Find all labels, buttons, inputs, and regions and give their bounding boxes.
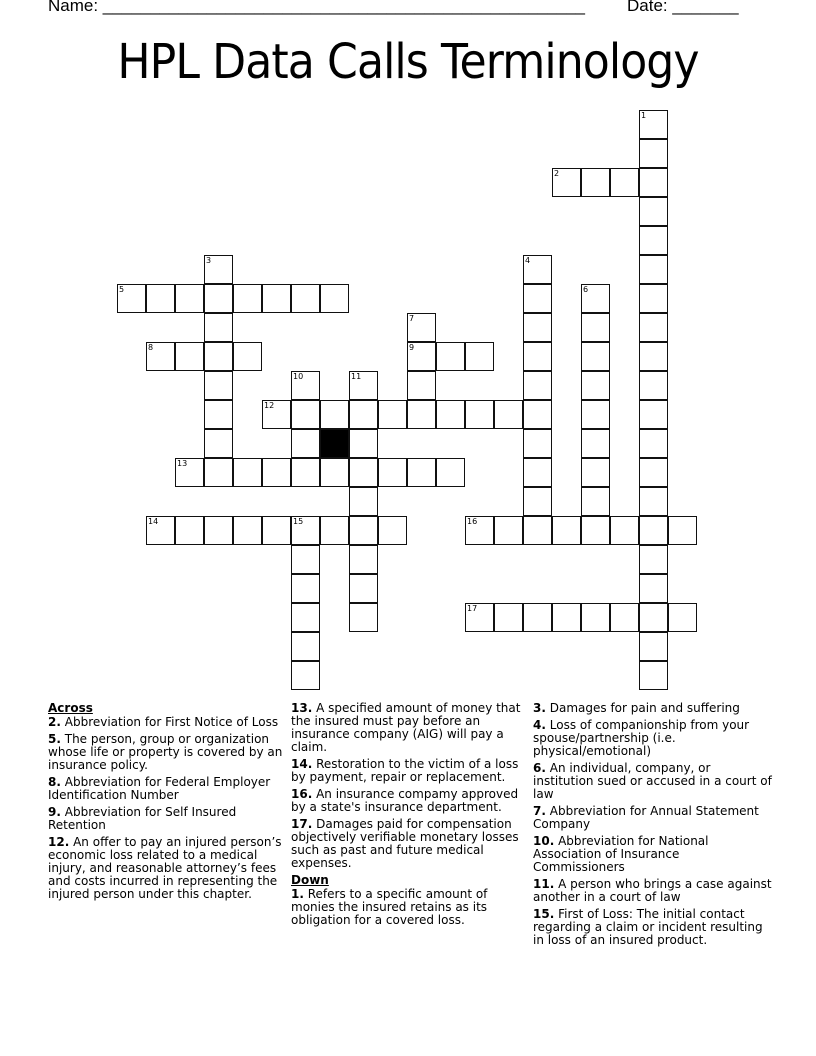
clue-number-label: 16 <box>467 517 478 526</box>
clue-number: 11. <box>533 877 555 891</box>
grid-cell[interactable] <box>262 284 291 313</box>
grid-cell[interactable] <box>262 516 291 545</box>
grid-cell[interactable] <box>639 516 668 545</box>
grid-cell[interactable] <box>436 342 465 371</box>
grid-cell[interactable] <box>291 371 320 400</box>
grid-cell[interactable] <box>349 458 378 487</box>
grid-cell[interactable] <box>175 458 204 487</box>
clue-text: Abbreviation for National Association of Insurance Commissioners <box>533 834 709 874</box>
grid-cell[interactable] <box>581 400 610 429</box>
grid-cell[interactable] <box>407 313 436 342</box>
clue-number-label: 6 <box>583 285 589 294</box>
grid-cell[interactable] <box>639 603 668 632</box>
grid-cell[interactable] <box>610 516 639 545</box>
grid-cell[interactable] <box>349 545 378 574</box>
grid-cell[interactable] <box>465 603 494 632</box>
grid-cell[interactable] <box>639 284 668 313</box>
grid-cell[interactable] <box>639 400 668 429</box>
across-heading: Across <box>48 701 93 715</box>
grid-cell[interactable] <box>407 342 436 371</box>
grid-cell[interactable] <box>552 168 581 197</box>
grid-cell[interactable] <box>204 458 233 487</box>
grid-cell[interactable] <box>639 632 668 661</box>
grid-cell[interactable] <box>291 603 320 632</box>
grid-cell[interactable] <box>436 400 465 429</box>
grid-cell[interactable] <box>639 487 668 516</box>
clues-column-1 <box>48 702 284 905</box>
grid-cell[interactable] <box>639 371 668 400</box>
grid-cell[interactable] <box>291 574 320 603</box>
clue-number-label: 7 <box>409 314 415 323</box>
grid-cell[interactable] <box>523 255 552 284</box>
grid-cell[interactable] <box>204 255 233 284</box>
clue-text: An individual, company, or institution sued or accused in a court of law <box>533 761 772 801</box>
clue-number: 2. <box>48 715 61 729</box>
clue-across-16 <box>291 788 527 814</box>
grid-cell[interactable] <box>349 487 378 516</box>
clue-text: First of Loss: The initial contact regarding a claim or incident resulting in loss of an insured product. <box>533 907 763 947</box>
grid-cell[interactable] <box>552 603 581 632</box>
clue-down-11 <box>533 878 773 904</box>
clue-text: Abbreviation for First Notice of Loss <box>64 715 279 729</box>
grid-cell[interactable] <box>378 400 407 429</box>
clue-across-9 <box>48 806 284 832</box>
clue-number-label: 11 <box>351 372 362 381</box>
grid-cell[interactable] <box>639 574 668 603</box>
grid-cell[interactable] <box>204 284 233 313</box>
grid-cell[interactable] <box>407 400 436 429</box>
grid-cell[interactable] <box>668 516 697 545</box>
grid-cell[interactable] <box>523 342 552 371</box>
clue-text: Abbreviation for Federal Employer Identification Number <box>48 775 271 802</box>
grid-cell[interactable] <box>349 574 378 603</box>
clue-across-14 <box>291 758 527 784</box>
grid-cell[interactable] <box>291 458 320 487</box>
grid-cell[interactable] <box>204 313 233 342</box>
grid-cell[interactable] <box>668 603 697 632</box>
grid-cell[interactable] <box>262 400 291 429</box>
grid-cell[interactable] <box>291 632 320 661</box>
grid-cell[interactable] <box>523 458 552 487</box>
grid-cell[interactable] <box>639 545 668 574</box>
grid-cell[interactable] <box>494 400 523 429</box>
clue-text: The person, group or organization whose life or property is covered by an insurance policy. <box>48 732 283 772</box>
grid-cell[interactable] <box>523 313 552 342</box>
grid-cell[interactable] <box>378 458 407 487</box>
down-heading: Down <box>291 873 329 887</box>
clue-number: 6. <box>533 761 546 775</box>
grid-cell[interactable] <box>639 168 668 197</box>
grid-cell[interactable] <box>233 458 262 487</box>
grid-cell[interactable] <box>494 603 523 632</box>
grid-cell[interactable] <box>349 603 378 632</box>
grid-cell[interactable] <box>639 313 668 342</box>
clue-text: A specified amount of money that the insured must pay before an insurance company (AIG) will pay a claim. <box>291 701 521 754</box>
grid-cell[interactable] <box>291 284 320 313</box>
clue-number: 14. <box>291 757 313 771</box>
grid-cell[interactable] <box>581 458 610 487</box>
grid-cell[interactable] <box>204 429 233 458</box>
clue-down-7 <box>533 805 773 831</box>
grid-cell[interactable] <box>523 603 552 632</box>
grid-cell[interactable] <box>146 516 175 545</box>
grid-cell[interactable] <box>465 400 494 429</box>
grid-cell[interactable] <box>349 371 378 400</box>
clue-across-12 <box>48 836 284 901</box>
grid-cell[interactable] <box>291 429 320 458</box>
grid-cell[interactable] <box>523 400 552 429</box>
clue-across-17 <box>291 818 527 870</box>
grid-cell[interactable] <box>349 516 378 545</box>
clue-down-1 <box>291 888 527 927</box>
grid-cell[interactable] <box>581 516 610 545</box>
grid-cell[interactable] <box>146 342 175 371</box>
clue-down-15 <box>533 908 773 947</box>
clue-number-label: 14 <box>148 517 159 526</box>
grid-cell[interactable] <box>639 197 668 226</box>
grid-cell[interactable] <box>610 603 639 632</box>
grid-cell[interactable] <box>581 313 610 342</box>
grid-cell[interactable] <box>523 284 552 313</box>
grid-cell[interactable] <box>465 516 494 545</box>
clue-text: Restoration to the victim of a loss by payment, repair or replacement. <box>291 757 519 784</box>
clue-text: Damages for pain and suffering <box>549 701 740 715</box>
grid-cell[interactable] <box>494 516 523 545</box>
clue-number-label: 9 <box>409 343 415 352</box>
date-field[interactable]: Date: _______ <box>627 0 739 15</box>
grid-cell[interactable] <box>523 371 552 400</box>
clue-across-5 <box>48 733 284 772</box>
clue-down-3 <box>533 702 773 715</box>
clue-number: 4. <box>533 718 546 732</box>
clue-number-label: 17 <box>467 604 478 613</box>
grid-cell[interactable] <box>407 458 436 487</box>
clue-number: 12. <box>48 835 70 849</box>
grid-cell[interactable] <box>552 516 581 545</box>
clue-number: 15. <box>533 907 555 921</box>
grid-cell[interactable] <box>523 429 552 458</box>
grid-cell[interactable] <box>581 371 610 400</box>
black-cell <box>320 429 349 458</box>
grid-cell[interactable] <box>291 400 320 429</box>
clue-text: Damages paid for compensation objectively verifiable monetary losses such as past and future medical expenses. <box>291 817 519 870</box>
clue-number: 10. <box>533 834 555 848</box>
grid-cell[interactable] <box>146 284 175 313</box>
clue-number-label: 10 <box>293 372 304 381</box>
clue-number-label: 15 <box>293 517 304 526</box>
clue-number-label: 13 <box>177 459 188 468</box>
grid-cell[interactable] <box>291 545 320 574</box>
grid-cell[interactable] <box>639 139 668 168</box>
clue-number-label: 2 <box>554 169 560 178</box>
grid-cell[interactable] <box>233 284 262 313</box>
clue-text: A person who brings a case against another in a court of law <box>533 877 772 904</box>
clue-down-6 <box>533 762 773 801</box>
clue-number: 8. <box>48 775 61 789</box>
grid-cell[interactable] <box>349 429 378 458</box>
grid-cell[interactable] <box>320 400 349 429</box>
clue-text: Abbreviation for Self Insured Retention <box>48 805 237 832</box>
grid-cell[interactable] <box>639 342 668 371</box>
clue-down-10 <box>533 835 773 874</box>
clue-number-label: 3 <box>206 256 212 265</box>
clue-text: An offer to pay an injured person’s economic loss related to a medical injury, and reasonable attorney’s fees and costs incurred in representing the injured person under this chapter. <box>48 835 282 901</box>
clue-across-13 <box>291 702 527 754</box>
clue-text: An insurance compamy approved by a state's insurance department. <box>291 787 519 814</box>
grid-cell[interactable] <box>639 661 668 690</box>
clue-number-label: 5 <box>119 285 125 294</box>
clue-number: 1. <box>291 887 304 901</box>
grid-cell[interactable] <box>407 371 436 400</box>
grid-cell[interactable] <box>639 226 668 255</box>
clue-number: 13. <box>291 701 313 715</box>
grid-cell[interactable] <box>639 458 668 487</box>
grid-cell[interactable] <box>465 342 494 371</box>
clue-number-label: 12 <box>264 401 275 410</box>
grid-cell[interactable] <box>581 429 610 458</box>
grid-cell[interactable] <box>320 284 349 313</box>
clues-column-2 <box>291 702 527 931</box>
clue-number: 5. <box>48 732 61 746</box>
page-title: HPL Data Calls Terminology <box>117 34 699 90</box>
grid-cell[interactable] <box>262 458 291 487</box>
grid-cell[interactable] <box>581 603 610 632</box>
grid-cell[interactable] <box>639 255 668 284</box>
grid-cell[interactable] <box>291 516 320 545</box>
clue-number-label: 1 <box>641 111 647 120</box>
clues-column-3 <box>533 702 773 951</box>
clue-number-label: 8 <box>148 343 154 352</box>
grid-cell[interactable] <box>436 458 465 487</box>
grid-cell[interactable] <box>204 371 233 400</box>
grid-cell[interactable] <box>320 458 349 487</box>
grid-cell[interactable] <box>523 516 552 545</box>
grid-cell[interactable] <box>378 516 407 545</box>
name-field[interactable]: Name: ___________________________________________________ <box>48 0 585 15</box>
clue-number: 17. <box>291 817 313 831</box>
clue-number: 7. <box>533 804 546 818</box>
grid-cell[interactable] <box>581 284 610 313</box>
grid-cell[interactable] <box>117 284 146 313</box>
clue-text: Abbreviation for Annual Statement Company <box>533 804 759 831</box>
grid-cell[interactable] <box>204 516 233 545</box>
clue-text: Refers to a specific amount of monies the insured retains as its obligation for a covered loss. <box>291 887 488 927</box>
clue-across-8 <box>48 776 284 802</box>
grid-cell[interactable] <box>175 516 204 545</box>
grid-cell[interactable] <box>204 400 233 429</box>
clue-text: Loss of companionship from your spouse/partnership (i.e. physical/emotional) <box>533 718 750 758</box>
grid-cell[interactable] <box>349 400 378 429</box>
grid-cell[interactable] <box>291 661 320 690</box>
clue-number-label: 4 <box>525 256 531 265</box>
grid-cell[interactable] <box>610 168 639 197</box>
clue-across-2 <box>48 716 284 729</box>
grid-cell[interactable] <box>639 429 668 458</box>
grid-cell[interactable] <box>639 110 668 139</box>
grid-cell[interactable] <box>233 516 262 545</box>
clue-down-4 <box>533 719 773 758</box>
clue-number: 3. <box>533 701 546 715</box>
grid-cell[interactable] <box>581 342 610 371</box>
grid-cell[interactable] <box>233 342 262 371</box>
grid-cell[interactable] <box>581 487 610 516</box>
grid-cell[interactable] <box>175 342 204 371</box>
grid-cell[interactable] <box>204 342 233 371</box>
clue-number: 9. <box>48 805 61 819</box>
grid-cell[interactable] <box>523 487 552 516</box>
grid-cell[interactable] <box>175 284 204 313</box>
grid-cell[interactable] <box>581 168 610 197</box>
clue-number: 16. <box>291 787 313 801</box>
grid-cell[interactable] <box>320 516 349 545</box>
